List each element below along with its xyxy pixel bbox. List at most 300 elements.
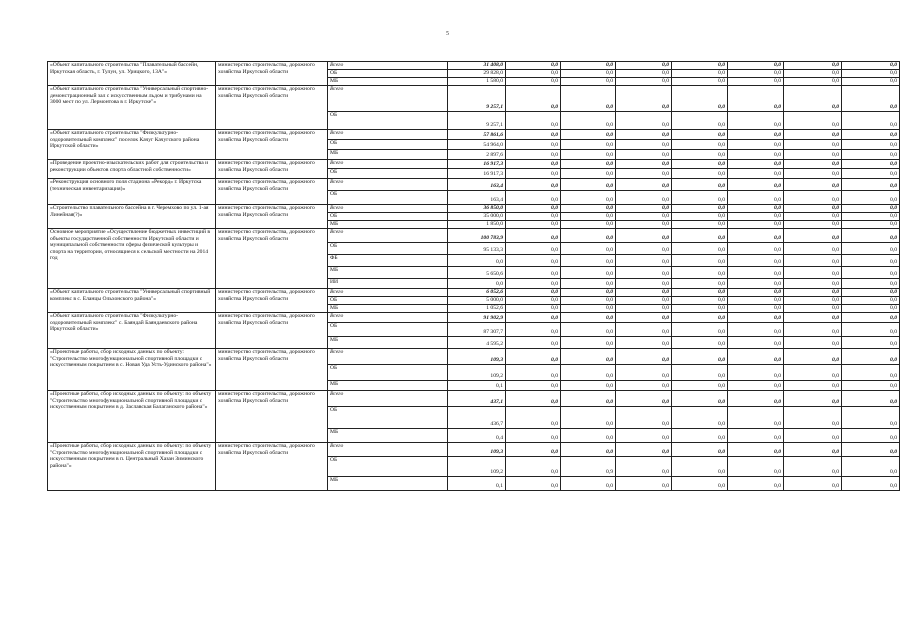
amount-cell: 109,3: [448, 349, 506, 365]
amount-cell: 0,0: [506, 255, 561, 267]
table-row: [48, 205, 900, 213]
amount-cell: 0,0: [784, 323, 842, 337]
amount-cell: 0,0: [728, 349, 784, 365]
amount-cell: 0,0: [672, 289, 728, 297]
amount-cell: 0,0: [616, 62, 672, 70]
funding-source: ИИ: [328, 279, 448, 289]
amount-cell: 0,0: [842, 205, 900, 213]
amount-cell: 0,0: [842, 179, 900, 191]
amount-cell: 0,0: [561, 130, 616, 140]
amount-cell: 0,0: [672, 243, 728, 255]
amount-cell: 0,0: [672, 78, 728, 86]
measure-name: Основное мероприятие «Осуществление бюджетных инвестиций в объекты государственной собственности Иркутской области и муниципальной собственности сферы физической культуры и спорта на территории, относящиеся к сельской местности на 2014 год: [48, 229, 216, 289]
measure-name: «Проведение проектно-изыскательских работ для строительства и реконструкции объектов спорта областной собственности»: [48, 160, 216, 179]
amount-cell: 0,0: [506, 70, 561, 78]
amount-cell: 0,0: [506, 337, 561, 349]
amount-cell: 0,0: [728, 78, 784, 86]
funding-source: ОБ: [328, 140, 448, 150]
amount-cell: 0,0: [784, 365, 842, 381]
amount-cell: 0,0: [784, 349, 842, 365]
amount-cell: 0,0: [784, 477, 842, 491]
funding-source: Всего: [328, 86, 448, 112]
amount-cell: 0,0: [561, 112, 616, 130]
funding-source: ОБ: [328, 297, 448, 305]
amount-cell: 0,0: [561, 70, 616, 78]
amount-cell: 0,0: [842, 381, 900, 391]
amount-cell: 0,0: [506, 381, 561, 391]
amount-cell: 1 850,0: [448, 221, 506, 229]
amount-cell: 0,0: [842, 365, 900, 381]
responsible-executor: министерство строительства, дорожного хозяйства Иркутской области: [216, 130, 328, 160]
amount-cell: 0,0: [672, 407, 728, 429]
amount-cell: 0,0: [616, 381, 672, 391]
amount-cell: 0,0: [672, 429, 728, 443]
amount-cell: 0,0: [616, 255, 672, 267]
amount-cell: 0,0: [784, 112, 842, 130]
table-row: [48, 130, 900, 140]
amount-cell: 0,0: [506, 213, 561, 221]
table-row: [48, 443, 900, 457]
amount-cell: 0,0: [672, 365, 728, 381]
table-row: [48, 86, 900, 112]
responsible-executor: министерство строительства, дорожного хозяйства Иркутской области: [216, 349, 328, 391]
amount-cell: 0,0: [616, 457, 672, 477]
amount-cell: 0,0: [784, 130, 842, 140]
amount-cell: 0,0: [506, 365, 561, 381]
funding-source: ОБ: [328, 323, 448, 337]
amount-cell: 0,0: [616, 229, 672, 243]
amount-cell: 0,0: [784, 213, 842, 221]
amount-cell: 0,0: [672, 221, 728, 229]
funding-source: ОБ: [328, 365, 448, 381]
amount-cell: 0,0: [672, 130, 728, 140]
amount-cell: 0,0: [784, 429, 842, 443]
responsible-executor: министерство строительства, дорожного хозяйства Иркутской области: [216, 443, 328, 491]
amount-cell: 0,0: [561, 221, 616, 229]
amount-cell: 0,0: [728, 169, 784, 179]
amount-cell: 0,0: [672, 140, 728, 150]
amount-cell: 0,0: [448, 279, 506, 289]
amount-cell: 0,0: [784, 305, 842, 313]
amount-cell: 0,0: [728, 313, 784, 323]
amount-cell: 0,0: [784, 191, 842, 205]
amount-cell: 0,0: [672, 213, 728, 221]
amount-cell: 0,0: [616, 169, 672, 179]
amount-cell: 0,0: [784, 179, 842, 191]
funding-source: Всего: [328, 62, 448, 70]
funding-source: МБ: [328, 150, 448, 160]
funding-source: ОБ: [328, 407, 448, 429]
amount-cell: 0,0: [784, 289, 842, 297]
amount-cell: 0,0: [728, 297, 784, 305]
amount-cell: 0,0: [561, 443, 616, 457]
amount-cell: 0,0: [561, 169, 616, 179]
amount-cell: 0,0: [506, 305, 561, 313]
amount-cell: 0,0: [561, 337, 616, 349]
responsible-executor: министерство строительства, дорожного хозяйства Иркутской области: [216, 289, 328, 313]
amount-cell: 0,0: [672, 337, 728, 349]
amount-cell: 0,0: [728, 443, 784, 457]
table-row: [48, 313, 900, 323]
amount-cell: 0,0: [842, 229, 900, 243]
amount-cell: 0,0: [842, 477, 900, 491]
amount-cell: 0,0: [784, 407, 842, 429]
measure-name: «Реконструкция основного поля стадиона «Рекорд» г. Иркутска (техническая инвентаризация)»: [48, 179, 216, 205]
amount-cell: 0,0: [728, 86, 784, 112]
amount-cell: 163,4: [448, 191, 506, 205]
amount-cell: 436,7: [448, 407, 506, 429]
amount-cell: 0,0: [728, 365, 784, 381]
amount-cell: 0,0: [672, 349, 728, 365]
amount-cell: 0,0: [842, 169, 900, 179]
funding-source: МБ: [328, 429, 448, 443]
amount-cell: 100 783,9: [448, 229, 506, 243]
amount-cell: 0,0: [728, 429, 784, 443]
responsible-executor: министерство строительства, дорожного хозяйства Иркутской области: [216, 160, 328, 179]
amount-cell: 0,0: [784, 443, 842, 457]
amount-cell: 4 595,2: [448, 337, 506, 349]
table-row: [48, 289, 900, 297]
funding-source: МБ: [328, 78, 448, 86]
amount-cell: 0,0: [616, 443, 672, 457]
amount-cell: 0,0: [561, 305, 616, 313]
amount-cell: 1 580,0: [448, 78, 506, 86]
amount-cell: 0,0: [728, 289, 784, 297]
amount-cell: 0,0: [842, 349, 900, 365]
amount-cell: 0,0: [842, 457, 900, 477]
amount-cell: 0,0: [728, 70, 784, 78]
amount-cell: 54 964,0: [448, 140, 506, 150]
amount-cell: 0,0: [506, 160, 561, 169]
budget-table: [47, 61, 900, 491]
table-row: [48, 62, 900, 70]
responsible-executor: министерство строительства, дорожного хозяйства Иркутской области: [216, 313, 328, 349]
amount-cell: 0,0: [842, 243, 900, 255]
measure-name: «Объект капитального строительства "Универсальный спортивный комплекс в с. Еланцы Ольхонского района"»: [48, 289, 216, 313]
amount-cell: 109,2: [448, 457, 506, 477]
amount-cell: 0,0: [616, 365, 672, 381]
amount-cell: 0,0: [672, 229, 728, 243]
amount-cell: 0,0: [728, 62, 784, 70]
amount-cell: 0,0: [506, 112, 561, 130]
amount-cell: 0,0: [672, 477, 728, 491]
amount-cell: 0,0: [842, 391, 900, 407]
amount-cell: 0,0: [728, 243, 784, 255]
table-row: [48, 349, 900, 365]
amount-cell: 0,0: [672, 150, 728, 160]
funding-source: МБ: [328, 381, 448, 391]
amount-cell: 0,0: [728, 112, 784, 130]
amount-cell: 0,0: [842, 289, 900, 297]
amount-cell: 0,0: [728, 477, 784, 491]
amount-cell: 0,0: [616, 130, 672, 140]
amount-cell: 0,0: [784, 297, 842, 305]
amount-cell: 0,4: [448, 429, 506, 443]
amount-cell: 0,0: [842, 297, 900, 305]
amount-cell: 1 052,6: [448, 305, 506, 313]
amount-cell: 0,0: [728, 381, 784, 391]
amount-cell: 0,0: [506, 289, 561, 297]
amount-cell: 0,0: [784, 267, 842, 279]
amount-cell: 0,0: [506, 179, 561, 191]
funding-source: Всего: [328, 391, 448, 407]
amount-cell: 0,0: [728, 221, 784, 229]
amount-cell: 0,0: [842, 140, 900, 150]
amount-cell: 0,0: [506, 477, 561, 491]
amount-cell: 0,0: [842, 191, 900, 205]
amount-cell: 0,0: [561, 86, 616, 112]
amount-cell: 0,0: [784, 62, 842, 70]
amount-cell: 35 000,0: [448, 213, 506, 221]
amount-cell: 0,0: [672, 297, 728, 305]
amount-cell: 0,0: [506, 391, 561, 407]
amount-cell: 0,0: [561, 243, 616, 255]
amount-cell: 0,0: [672, 160, 728, 169]
amount-cell: 0,0: [561, 62, 616, 70]
amount-cell: 91 902,9: [448, 313, 506, 323]
funding-source: ОБ: [328, 243, 448, 255]
amount-cell: 0,0: [842, 221, 900, 229]
amount-cell: 16 917,3: [448, 169, 506, 179]
amount-cell: 0,0: [672, 179, 728, 191]
amount-cell: 163,4: [448, 179, 506, 191]
funding-source: ОБ: [328, 70, 448, 78]
amount-cell: 0,0: [616, 391, 672, 407]
responsible-executor: министерство строительства, дорожного хозяйства Иркутской области: [216, 229, 328, 289]
amount-cell: 0,0: [506, 297, 561, 305]
amount-cell: 0,0: [448, 255, 506, 267]
amount-cell: 0,0: [616, 179, 672, 191]
funding-source: ОБ: [328, 191, 448, 205]
amount-cell: 0,0: [842, 407, 900, 429]
amount-cell: 0,0: [784, 70, 842, 78]
measure-name: «Объект капитального строительства "Плавательный бассейн, Иркутская область, г. Тулун, ул. Урицкого, 13А"»: [48, 62, 216, 86]
responsible-executor: министерство строительства, дорожного хозяйства Иркутской области: [216, 391, 328, 443]
funding-source: МБ: [328, 267, 448, 279]
amount-cell: 6 052,6: [448, 289, 506, 297]
amount-cell: 0,0: [672, 267, 728, 279]
amount-cell: 0,0: [561, 365, 616, 381]
amount-cell: 0,0: [784, 160, 842, 169]
amount-cell: 0,0: [784, 457, 842, 477]
amount-cell: 0,0: [784, 169, 842, 179]
amount-cell: 9 257,1: [448, 86, 506, 112]
funding-source: Всего: [328, 443, 448, 457]
amount-cell: 0,0: [506, 78, 561, 86]
amount-cell: 87 307,7: [448, 323, 506, 337]
measure-name: «Проектные работы, сбор исходных данных по объекту: по объекту "Строительство многофункциональной спортивной площадки с искусственным покрытием в д. Заславская Балаганского района"»: [48, 391, 216, 443]
amount-cell: 0,0: [728, 391, 784, 407]
amount-cell: 0,0: [506, 191, 561, 205]
amount-cell: 0,0: [842, 213, 900, 221]
amount-cell: 0,0: [842, 62, 900, 70]
amount-cell: 0,0: [506, 229, 561, 243]
amount-cell: 0,0: [842, 313, 900, 323]
amount-cell: 0,0: [561, 229, 616, 243]
amount-cell: 0,0: [728, 305, 784, 313]
amount-cell: 2 897,6: [448, 150, 506, 160]
amount-cell: 0,0: [561, 160, 616, 169]
amount-cell: 0,0: [728, 337, 784, 349]
amount-cell: 0,0: [842, 305, 900, 313]
amount-cell: 0,0: [728, 191, 784, 205]
amount-cell: 0,0: [506, 279, 561, 289]
amount-cell: 0,0: [842, 86, 900, 112]
funding-source: Всего: [328, 205, 448, 213]
amount-cell: 0,0: [616, 349, 672, 365]
measure-name: «Проектные работы, сбор исходных данных по объекту: "Строительство многофункциональной спортивной площадки с искусственным покрытием в с. Новая Уда Усть-Удинского района"»: [48, 349, 216, 391]
amount-cell: 0,0: [784, 140, 842, 150]
responsible-executor: министерство строительства, дорожного хозяйства Иркутской области: [216, 179, 328, 205]
amount-cell: 0,0: [616, 112, 672, 130]
amount-cell: 0,0: [616, 279, 672, 289]
funding-source: Всего: [328, 160, 448, 169]
funding-source: Всего: [328, 313, 448, 323]
amount-cell: 0,0: [784, 337, 842, 349]
amount-cell: 0,0: [728, 255, 784, 267]
funding-source: ФБ: [328, 255, 448, 267]
amount-cell: 0,1: [448, 381, 506, 391]
amount-cell: 0,0: [561, 255, 616, 267]
amount-cell: 0,1: [448, 477, 506, 491]
amount-cell: 0,0: [842, 267, 900, 279]
amount-cell: 0,0: [784, 86, 842, 112]
funding-source: МБ: [328, 477, 448, 491]
amount-cell: 0,0: [561, 349, 616, 365]
amount-cell: 0,0: [561, 150, 616, 160]
funding-source: Всего: [328, 289, 448, 297]
amount-cell: 0,0: [672, 305, 728, 313]
amount-cell: 0,0: [561, 429, 616, 443]
amount-cell: 0,0: [672, 457, 728, 477]
amount-cell: 0,0: [561, 381, 616, 391]
amount-cell: 0,0: [842, 337, 900, 349]
table-row: [48, 391, 900, 407]
amount-cell: 0,0: [506, 313, 561, 323]
amount-cell: 0,0: [506, 443, 561, 457]
amount-cell: 0,0: [728, 407, 784, 429]
amount-cell: 0,0: [561, 140, 616, 150]
amount-cell: 0,0: [672, 205, 728, 213]
amount-cell: 0,0: [561, 191, 616, 205]
table-row: [48, 179, 900, 191]
amount-cell: 0,0: [616, 297, 672, 305]
page-number: 5: [446, 31, 449, 37]
funding-source: МБ: [328, 337, 448, 349]
amount-cell: 0,0: [506, 429, 561, 443]
amount-cell: 0,0: [784, 243, 842, 255]
amount-cell: 0,0: [616, 337, 672, 349]
amount-cell: 29 828,0: [448, 70, 506, 78]
amount-cell: 0,0: [672, 313, 728, 323]
amount-cell: 31 408,0: [448, 62, 506, 70]
measure-name: «Объект капитального строительства "Физкультурно-оздоровительный комплекс" с. Баяндай Баяндаевского района Иркутской области»: [48, 313, 216, 349]
amount-cell: 0,0: [506, 349, 561, 365]
amount-cell: 0,0: [672, 191, 728, 205]
amount-cell: 0,0: [672, 62, 728, 70]
amount-cell: 0,0: [506, 407, 561, 429]
amount-cell: 0,0: [784, 150, 842, 160]
amount-cell: 0,0: [728, 213, 784, 221]
responsible-executor: министерство строительства, дорожного хозяйства Иркутской области: [216, 86, 328, 130]
amount-cell: 0,0: [506, 205, 561, 213]
amount-cell: 0,0: [616, 213, 672, 221]
amount-cell: 0,0: [728, 229, 784, 243]
amount-cell: 0,0: [561, 213, 616, 221]
funding-source: Всего: [328, 130, 448, 140]
amount-cell: 0,0: [616, 429, 672, 443]
amount-cell: 0,0: [616, 313, 672, 323]
amount-cell: 0,0: [728, 140, 784, 150]
amount-cell: 5 000,0: [448, 297, 506, 305]
amount-cell: 0,0: [842, 255, 900, 267]
amount-cell: 0,0: [506, 323, 561, 337]
amount-cell: 0,0: [728, 150, 784, 160]
table-body: [48, 62, 900, 491]
amount-cell: 0,0: [728, 179, 784, 191]
amount-cell: 0,0: [672, 279, 728, 289]
amount-cell: 0,0: [616, 205, 672, 213]
amount-cell: 0,0: [784, 381, 842, 391]
amount-cell: 0,0: [561, 78, 616, 86]
amount-cell: 0,0: [561, 323, 616, 337]
amount-cell: 0,0: [728, 130, 784, 140]
amount-cell: 0,0: [506, 140, 561, 150]
funding-source: ОБ: [328, 213, 448, 221]
amount-cell: 0,0: [728, 160, 784, 169]
amount-cell: 109,2: [448, 365, 506, 381]
amount-cell: 36 850,0: [448, 205, 506, 213]
amount-cell: 0,0: [784, 221, 842, 229]
amount-cell: 0,0: [784, 313, 842, 323]
amount-cell: 0,0: [616, 191, 672, 205]
amount-cell: 0,0: [672, 255, 728, 267]
table-row: [48, 160, 900, 169]
amount-cell: 0,0: [784, 205, 842, 213]
amount-cell: 0,0: [506, 86, 561, 112]
amount-cell: 0,0: [561, 279, 616, 289]
amount-cell: 0,0: [616, 150, 672, 160]
amount-cell: 437,1: [448, 391, 506, 407]
amount-cell: 0,0: [728, 323, 784, 337]
funding-source: ОБ: [328, 169, 448, 179]
amount-cell: 0,0: [842, 112, 900, 130]
amount-cell: 0,0: [672, 70, 728, 78]
amount-cell: 0,0: [842, 78, 900, 86]
amount-cell: 0,0: [842, 279, 900, 289]
funding-source: МБ: [328, 305, 448, 313]
amount-cell: 0,0: [784, 255, 842, 267]
amount-cell: 0,0: [842, 323, 900, 337]
amount-cell: 0,0: [842, 160, 900, 169]
amount-cell: 0,0: [506, 150, 561, 160]
amount-cell: 0,0: [506, 457, 561, 477]
amount-cell: 0,0: [561, 313, 616, 323]
amount-cell: 0,0: [561, 477, 616, 491]
funding-source: ОБ: [328, 112, 448, 130]
amount-cell: 9 257,1: [448, 112, 506, 130]
measure-name: «Строительство плавательного бассейна в г. Черемхово по ул. 1-ая Линейная(?)»: [48, 205, 216, 229]
amount-cell: 0,0: [616, 243, 672, 255]
amount-cell: 0,9: [561, 457, 616, 477]
amount-cell: 0,0: [842, 70, 900, 78]
funding-source: Всего: [328, 179, 448, 191]
amount-cell: 0,0: [616, 407, 672, 429]
amount-cell: 0,0: [672, 391, 728, 407]
funding-source: Всего: [328, 349, 448, 365]
amount-cell: 0,0: [672, 443, 728, 457]
responsible-executor: министерство строительства, дорожного хозяйства Иркутской области: [216, 205, 328, 229]
